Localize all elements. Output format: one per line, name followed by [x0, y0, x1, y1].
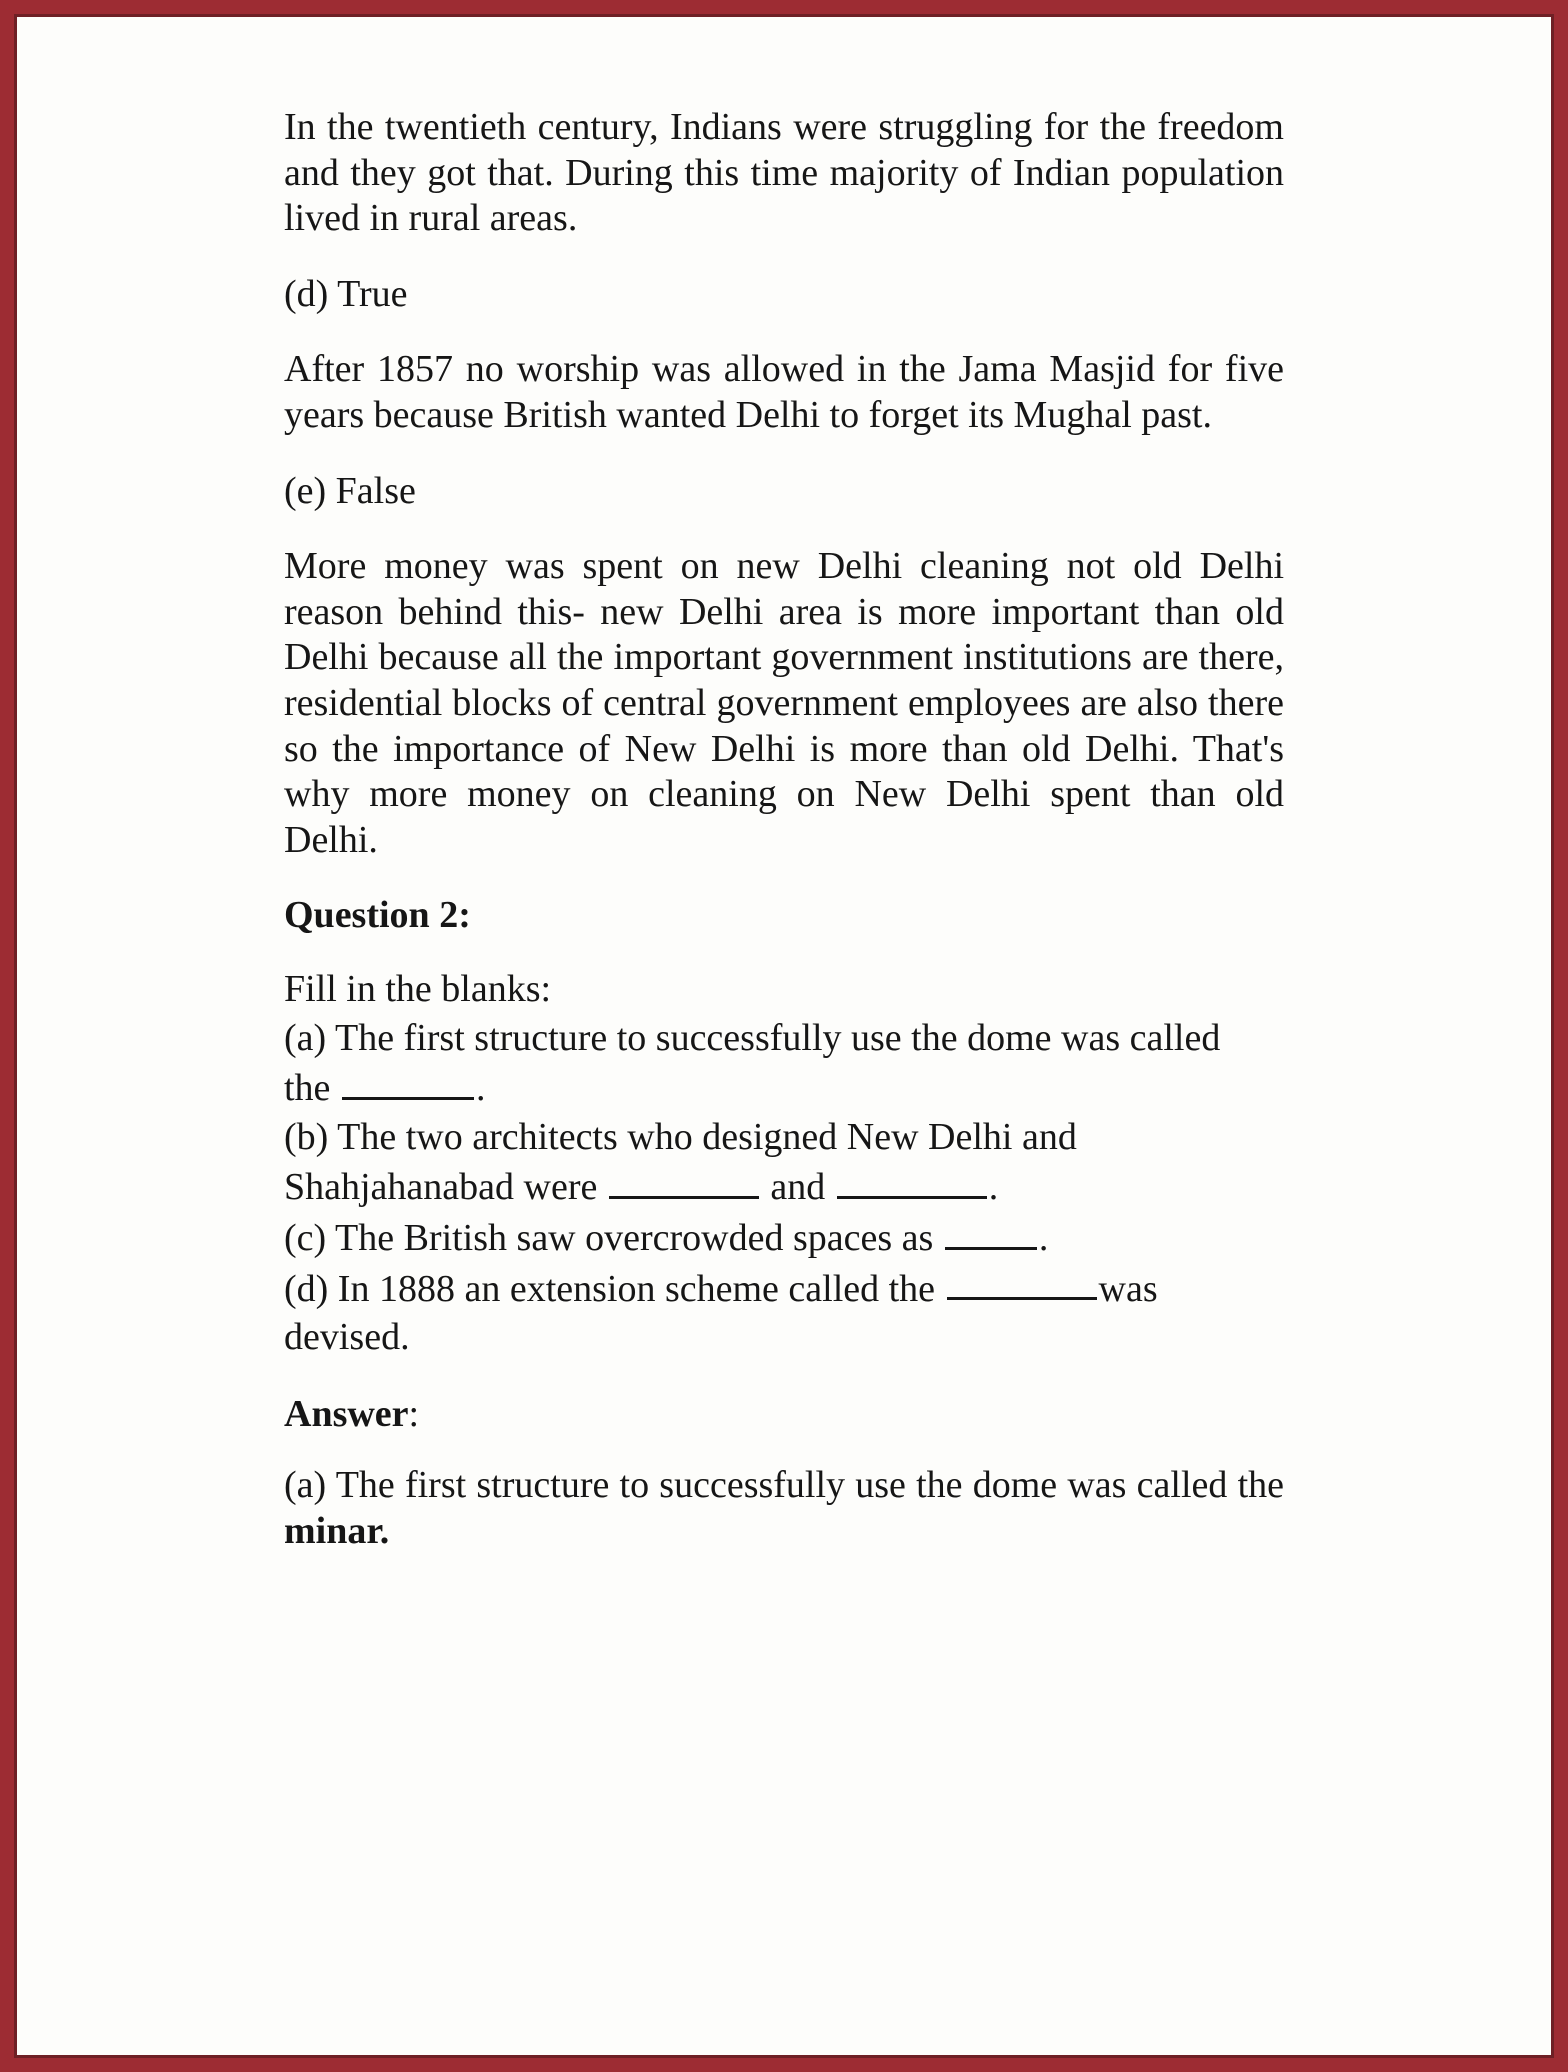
paragraph-answer-c: In the twentieth century, Indians were struggling for the freedom and they got that. During this time majority of Indian population lived in rural areas. [284, 106, 1284, 240]
blank-item-d-line2: devised. [284, 1316, 410, 1359]
blank-item-a-line1: (a) The first structure to successfully use the dome was called [284, 1016, 1221, 1059]
blank-item-c-lead: (c) The British saw overcrowded spaces as [284, 1216, 934, 1259]
fill-in-prompt: Fill in the blanks: [284, 967, 552, 1010]
blank-item-d-mid: was [1098, 1267, 1158, 1310]
blank-field-b1[interactable] [609, 1161, 759, 1199]
answer-heading-colon: : [408, 1392, 420, 1435]
blank-item-a-line2 [284, 1062, 1284, 1113]
document-page [17, 17, 1551, 2055]
answer-2a-text: (a) The first structure to successfully use the dome was called the [284, 1464, 1284, 1507]
paragraph-answer-e: More money was spent on new Delhi cleaning not old Delhi reason behind this- new Delhi area is more important than old Delhi because all the important government institutions are there, residential blocks of central government employees are also there so the importance of New Delhi is more than old Delhi. That's why more money on cleaning on New Delhi spent than old Delhi. [284, 545, 1284, 861]
answer-item-d-label: (d) True [284, 272, 408, 315]
blank-item-b-line1: (b) The two architects who designed New Delhi and [284, 1115, 1077, 1158]
blank-field-d[interactable] [947, 1263, 1097, 1301]
blank-item-d-lead: (d) In 1888 an extension scheme called the [284, 1267, 936, 1310]
blank-item-c-tail: . [1038, 1216, 1049, 1259]
answer-heading [284, 1392, 1284, 1438]
paragraph-answer-2a [284, 1463, 1284, 1554]
blank-item-b-mid: and [770, 1166, 826, 1209]
blank-item-a-lead: the [284, 1067, 331, 1110]
blank-field-b2[interactable] [837, 1161, 987, 1199]
document-content [284, 105, 1284, 1555]
blank-item-b-line2 [284, 1161, 1284, 1212]
blank-item-a-tail: . [475, 1067, 486, 1110]
fill-in-the-blanks-block [284, 965, 1284, 1362]
blank-item-b-tail: . [988, 1166, 999, 1209]
blank-field-c[interactable] [945, 1212, 1037, 1250]
blank-item-c-line1 [284, 1212, 1284, 1263]
answer-2a-keyword: minar. [284, 1509, 390, 1552]
blank-item-b-lead: Shahjahanabad were [284, 1166, 598, 1209]
page-inner-border [14, 14, 1554, 2058]
paragraph-answer-d: After 1857 no worship was allowed in the Jama Masjid for five years because British wanted Delhi to forget its Mughal past. [284, 348, 1284, 436]
question-2-heading: Question 2: [284, 894, 471, 937]
blank-item-d-line1 [284, 1263, 1284, 1314]
answer-item-e-label: (e) False [284, 469, 416, 512]
blank-field-a[interactable] [342, 1062, 474, 1100]
answer-heading-label: Answer [284, 1392, 409, 1435]
